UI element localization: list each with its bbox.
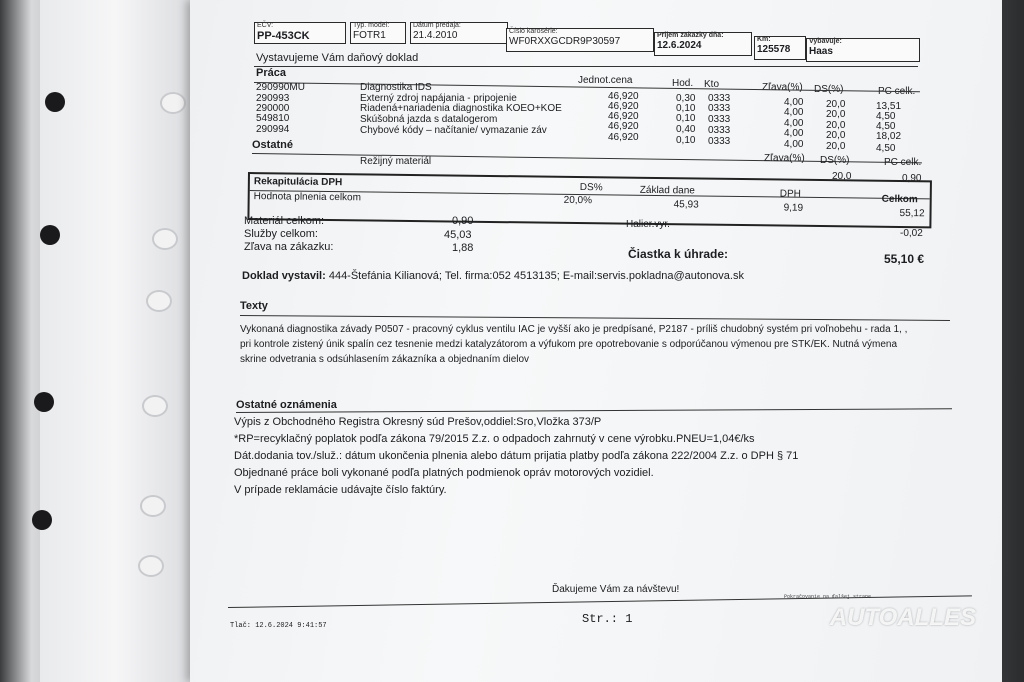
divider (254, 66, 918, 67)
plastic-sleeve (40, 0, 190, 682)
services-value: 45,03 (444, 229, 472, 241)
recap-label: Hodnota plnenia celkom (253, 191, 362, 204)
divider (236, 408, 952, 413)
recap-col-vat: DPH (779, 188, 801, 200)
ecv-box: EČV: PP-453CK (254, 22, 346, 44)
discount-value: 1,88 (452, 242, 474, 254)
punch-hole (34, 392, 54, 412)
notices-body (234, 414, 798, 499)
other-col-ds: DS(%) (820, 155, 850, 166)
sleeve-ring (152, 228, 178, 250)
issuer-line (242, 270, 744, 282)
col-who: Kto (704, 79, 720, 90)
recap-title: Rekapitulácia DPH (253, 176, 343, 189)
texts-title: Texty (240, 300, 268, 312)
notice-line: *RP=recyklačný poplatok podľa zákona 79/2015 Z.z. o odpadoch zahrnutý v cene výrobku.PNEU=1,04€/ks (234, 433, 755, 445)
col-unit-price: Jednot.cena (578, 75, 633, 86)
km-value: 125578 (757, 44, 791, 55)
vin-value: WF0RXXGCDR9P30597 (509, 36, 621, 47)
text-line: Vykonaná diagnostika závady P0507 - pracovný cyklus ventilu IAC je vyšší ako je predpísané, P2187 - príliš chudobný systém pri voľnobehu - rada 1, , (240, 324, 908, 335)
page-number: Str.: 1 (582, 612, 633, 626)
issued-box: Vybavuje: Haas (806, 38, 920, 62)
doc-title: Vystavujeme Vám daňový doklad (256, 52, 419, 64)
amount-due-value: 55,10 € (884, 252, 925, 266)
ecv-value: PP-453CK (257, 30, 310, 42)
notice-line: Výpis z Obchodného Registra Okresný súd Prešov,oddiel:Sro,Vložka 373/P (234, 416, 602, 428)
sleeve-ring (160, 92, 186, 114)
halier-value: -0,02 (900, 228, 923, 239)
vat-recap-box (247, 172, 932, 228)
km-box: Km: 125578 (754, 36, 806, 60)
recap-total: 55,12 (899, 207, 925, 220)
col-discount: Zľava(%) (762, 82, 803, 93)
punch-hole (32, 510, 52, 530)
other-col-discount: Zľava(%) (764, 153, 805, 164)
sleeve-ring (146, 290, 172, 312)
text-line: pri kontrole zistený únik spalín cez tesnenie medzi katalyzátorom a výfukom pre opotrebovanie s odporúčanou výmenou pre STK/EK. Nutná výmena (240, 339, 898, 350)
date-box: Dátum predaja: 21.4.2010 (410, 22, 508, 44)
recap-col-ds: DS% (579, 182, 603, 194)
notice-line: V prípade reklamácie udávajte číslo faktúry. (234, 484, 447, 496)
recap-col-base: Základ dane (639, 184, 695, 197)
issuer-text: 444-Štefánia Kilianová; Tel. firma:052 4513135; E-mail:servis.pokladna@autonova.sk (328, 270, 744, 282)
punch-hole (40, 225, 60, 245)
model-value: FOTR1 (353, 30, 386, 41)
thanks-text: Ďakujeme Vám za návštevu! (552, 584, 680, 595)
issued-value: Haas (809, 46, 833, 57)
vin-box: Číslo karosérie: WF0RXXGCDR9P30597 (506, 28, 654, 52)
discount-label: Zľava na zákazku: (244, 241, 334, 253)
autoalles-watermark-logo: AUTOALLES (829, 604, 976, 631)
recap-vat: 9,19 (783, 202, 804, 214)
amount-due-label: Čiastka k úhrade: (628, 247, 729, 261)
texts-body (240, 322, 960, 367)
punch-hole (45, 92, 65, 112)
other-col-total: PC celk. (884, 157, 922, 168)
sale-date-value: 21.4.2010 (413, 30, 458, 41)
recap-base: 45,93 (673, 199, 699, 211)
invoice-page: EČV: PP-453CK Typ. model: FOTR1 Dátum predaja: 21.4.2010 Číslo karosérie: WF0RXXGCDR9P30597 Prijem zakazky dňa: 12.6.2024 Km: 125578 Vybavuje: Haas Vystavujeme Vám daňový doklad Práca Jednot.cena Hod. Kto Zľava(%) 290990MU Diagnostika IDS 290993 Externý zdroj napájania - pripojenie 46,920 0,30 0333 4,00 20,0 13,51 290000 Riadená+nariadenia diagnostika KOEO+KOE 46,920 0,10 0333 4,00 20,0 4,50 549810 Skúšobná jazda s datalogerom 46,920 0,10 0333 4,00 20,0 4,50 290994 Chybové kódy – načítanie/ vymazanie záv 46,920 0,40 0333 4,00 20,0 18,02 46,920 0,10 0333 4,00 20,0 4,50 Ostatné Zľava(%) DS(%) PC celk. Režijný materiál 20,0 0,90 Rekapitulácia DPH DS% Základ dane DPH Celkom Hodnota plnenia celkom 20,0% 45,93 9,19 55,12 Materiál celkom: 0,90 Služby celkom: 45,03 Zľava na zákazku: 1,88 Halier.vyr. -0,02 Čiastka k úhrade: 55,10 € Doklad vystavil: 444-Štefánia Kilianová; Tel. firma:052 4513135; E-mail:servis.pokladna@autonova.sk Texty Vykonaná diagnostika závady P0507 - pracovný cyklus ventilu IAC je vyšší ako je predpísané, P2187 - príliš chudobný systém pri voľnobehu - rada 1, , pri kontrole zistený únik spalín cez tesnenie medzi katalyzátorom a výfukom pre opotrebovanie s odporúčanou výmenou pre STK/EK. Nutná výmena skrine odvetrania s odsúhlasením zákazníka a objednaním dielov Ostatné oznámenia Výpis z Obchodného Registra Okresný súd Prešov,oddiel:Sro,Vložka 373/P *RP=recyklačný poplatok podľa zákona 79/2015 Z.z. o odpadoch zahrnutý v cene výrobku.PNEU=1,04€/ks Dát.dodania tov./služ.: dátum ukončenia plnenia alebo dátum prijatia platby podľa zákona 222/2004 Z.z. o DPH § 71 Objednané práce boli vykonané podľa platných podmienok opráv motorových vozidiel. V prípade reklamácie udávajte číslo faktúry. Ďakujeme Vám za návštevu! Pokračovanie na ďalšej strane Tlač: 12.6.2024 9:41:57 Str.: 1 (190, 0, 1002, 682)
continued-note: Pokračovanie na ďalšej strane (784, 594, 872, 600)
issuer-label: Doklad vystavil: (242, 270, 326, 282)
sleeve-ring (140, 495, 166, 517)
print-timestamp: Tlač: 12.6.2024 9:41:57 (230, 622, 327, 630)
halier-label: Halier.vyr. (626, 219, 670, 230)
section-other: Ostatné (252, 139, 293, 151)
sleeve-ring (142, 395, 168, 417)
notice-line: Dát.dodania tov./služ.: dátum ukončenia plnenia alebo dátum prijatia platby podľa zákona 222/2004 Z.z. o DPH § 71 (234, 450, 799, 462)
section-work: Práca (256, 67, 286, 79)
material-label: Materiál celkom: (244, 215, 325, 227)
received-value: 12.6.2024 (657, 40, 702, 51)
model-box: Typ. model: FOTR1 (350, 22, 406, 44)
divider (240, 315, 950, 321)
services-label: Služby celkom: (244, 228, 318, 240)
recap-ds: 20,0% (563, 194, 593, 207)
received-box: Prijem zakazky dňa: 12.6.2024 (654, 32, 752, 56)
recap-col-total: Celkom (881, 193, 918, 206)
text-line: skrine odvetrania s odsúhlasením zákazníka a objednaním dielov (240, 354, 530, 365)
notice-line: Objednané práce boli vykonané podľa platných podmienok opráv motorových vozidiel. (234, 467, 654, 479)
col-hours: Hod. (672, 78, 694, 89)
material-value: 0,90 (452, 215, 474, 227)
sleeve-ring (138, 555, 164, 577)
notices-title: Ostatné oznámenia (236, 399, 337, 411)
